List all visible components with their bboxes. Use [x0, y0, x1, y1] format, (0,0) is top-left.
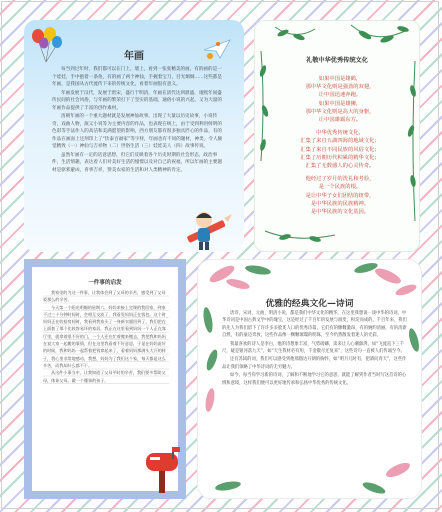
pencil-boy-icon	[184, 206, 234, 252]
card-ci	[197, 259, 422, 499]
card-nianhua	[24, 20, 244, 252]
card-title: 礼敬中华优秀传统文化	[306, 57, 368, 64]
poem-verse	[291, 75, 389, 221]
paragraph: 我家里的为这一件事，让我体会到了父母的辛苦，感受到了父母爱那么的辛苦。	[43, 290, 166, 303]
stanza: 他经过了岁月的洗礼和考验， 是一个民族的根。 是让中华子女们团结的纽带， 是中华民族的民族精神。 是中华民族的文化基因。	[305, 176, 375, 216]
paragraph: 如今，每当你学习新的诗词，了解和不断地学习它的意思，就能了解到作者当时写这首诗的心情和意境，这样我们便可以更好地传承和弘扬中华优秀的传统文化。	[222, 373, 407, 386]
paragraph: 从这件小事当中，让我知道了父母平时的辛苦，我们要多帮助父母，体谅父母，做一个懂事的孩子。	[43, 370, 166, 383]
stanza: 如果中国是雄鹤， 那中华文化则是强劲的双翅， 让中国迅速奔跑。 如果中国是雄狮， 那中华文化则是高大的身躯， 让中国雄霸东方。	[305, 76, 375, 124]
paragraph: 清朝年画的一个重大题材就是发展神仙故事，出现了大量以历史故事，小说传奇，戏曲人物，演义小说等为主要内容的作品，也表现在统上，由于受到利用鲜明的色彩等手法作人的高洁和美满愿望的影响，西方朋友都有很多独具匠心的作品，有的作品在画面上还刻印上了“饮泰百福家”等字样，年画也有不同的题材，神类，令人颇觉精致（一）神仙与吉祥物（二）世俗生活（三）娃娃美人（四）故事传说。	[52, 114, 223, 149]
card-body	[43, 289, 169, 384]
card-body	[52, 66, 226, 175]
card-title: 年画	[124, 51, 144, 62]
paragraph: 虽然年画有一定的话意思想，但它们反映着各个历史时期的社会形态，政治事件，生活情趣，表达着人们对美好生活的憧憬以及对自己的祝福，所以年画的主要题材是驱邪避凶，喜事吉祥，赞美农家的生活和对人类精神的肯定。	[52, 152, 222, 173]
card-body	[222, 310, 407, 388]
paragraph: 还有苏轼的词，我们可以感受到他那豁达开朗的胸怀，如“明月几时有，把酒问青天”，这些作品让我们领略了中华诗词的无穷魅力。	[222, 357, 407, 370]
card-title: 优雅的经典文化—诗词	[265, 299, 354, 309]
mailbox-icon	[142, 445, 182, 495]
paragraph: 每当到过年时，我们都可以在门上，墙上，看到一张张精美的画，有的画的是一个娃娃，手中抱着一条鱼，有的画了两个神仙，手握着宝刀，目光炯炯……这些都是年画，是我国从古代流传下来的传统文化，看着年画很有意义。	[52, 67, 222, 87]
paragraph: 唐诗，宋词，元曲，明清小说，都是我们中华文化的精华，在这里我想谈一谈中华的诗词，中华诗词是中国古典文学中的瑰宝，这是经过了千百年的发展与演变，积淀而成的，千百年来，我们的先人为我们留下了许许多多脍炙人口的优秀诗篇，它们有的慷慨激昂，有的婉约清丽，有的清新自然，有的豪迈奔放，这些作品像一颗颗璀璨的明珠，至今仍然散发着迷人的光彩。	[222, 311, 407, 339]
stanza: 中华优秀传统文化， 汇集了来自五湖四海的地域文化； 汇集了来自不同民族的风俗文化； 汇集了历朝历代积累的精华文化； 汇集了无数感人的心灵传奇。	[300, 130, 380, 170]
paragraph: 今天第一个阳光明媚的星期六，妈妈来接上完课的我回家，到家不过三十分钟时间时，会相互交流了，我看见妈妈正在钱包，这个时妈妈正在收拾房间时，我看到我家买了一身新衣服回到了，我们把在上面套了那个比较容易坏的家居，我正在这里看到妈妈一个人正在客厅里，就拿着很不好的门，一个人还在忙着搬来搬去，我把我和妈妈在说大家一起搬的事情，但在这里我看着不好意思，于是在妈妈说好的时候，我和妈妈一起帮着把钱拿起来了，看着妈妈那满头大汗的样子，我心里非常地感动，我想，妈妈为了我们这个家，每天都是这么辛苦，而我却什么都不干。	[43, 304, 166, 368]
paragraph: 年画发展于汉代，发展于唐宋，盛行于明清，年画在清代达到鼎盛，康熙年间盛传民间的社会风俗，与年画的繁荣打下了坚实的基础，通俗小说的兴起，又为大量的年画作品提供了丰富的创作素材。	[52, 90, 222, 111]
paragraph: 我最喜欢的诗人是李白，他的诗想象丰富，气势磅礴，读来让人心潮澎湃，如“飞流直下三千尺，疑是银河落九天”，如“天生我材必有用，千金散尽还复来”，这些诗句一直被人们传诵至今。	[222, 341, 405, 355]
card-title: 一件事的启发	[88, 280, 122, 286]
card-story	[24, 259, 186, 499]
card-poem	[254, 20, 420, 252]
